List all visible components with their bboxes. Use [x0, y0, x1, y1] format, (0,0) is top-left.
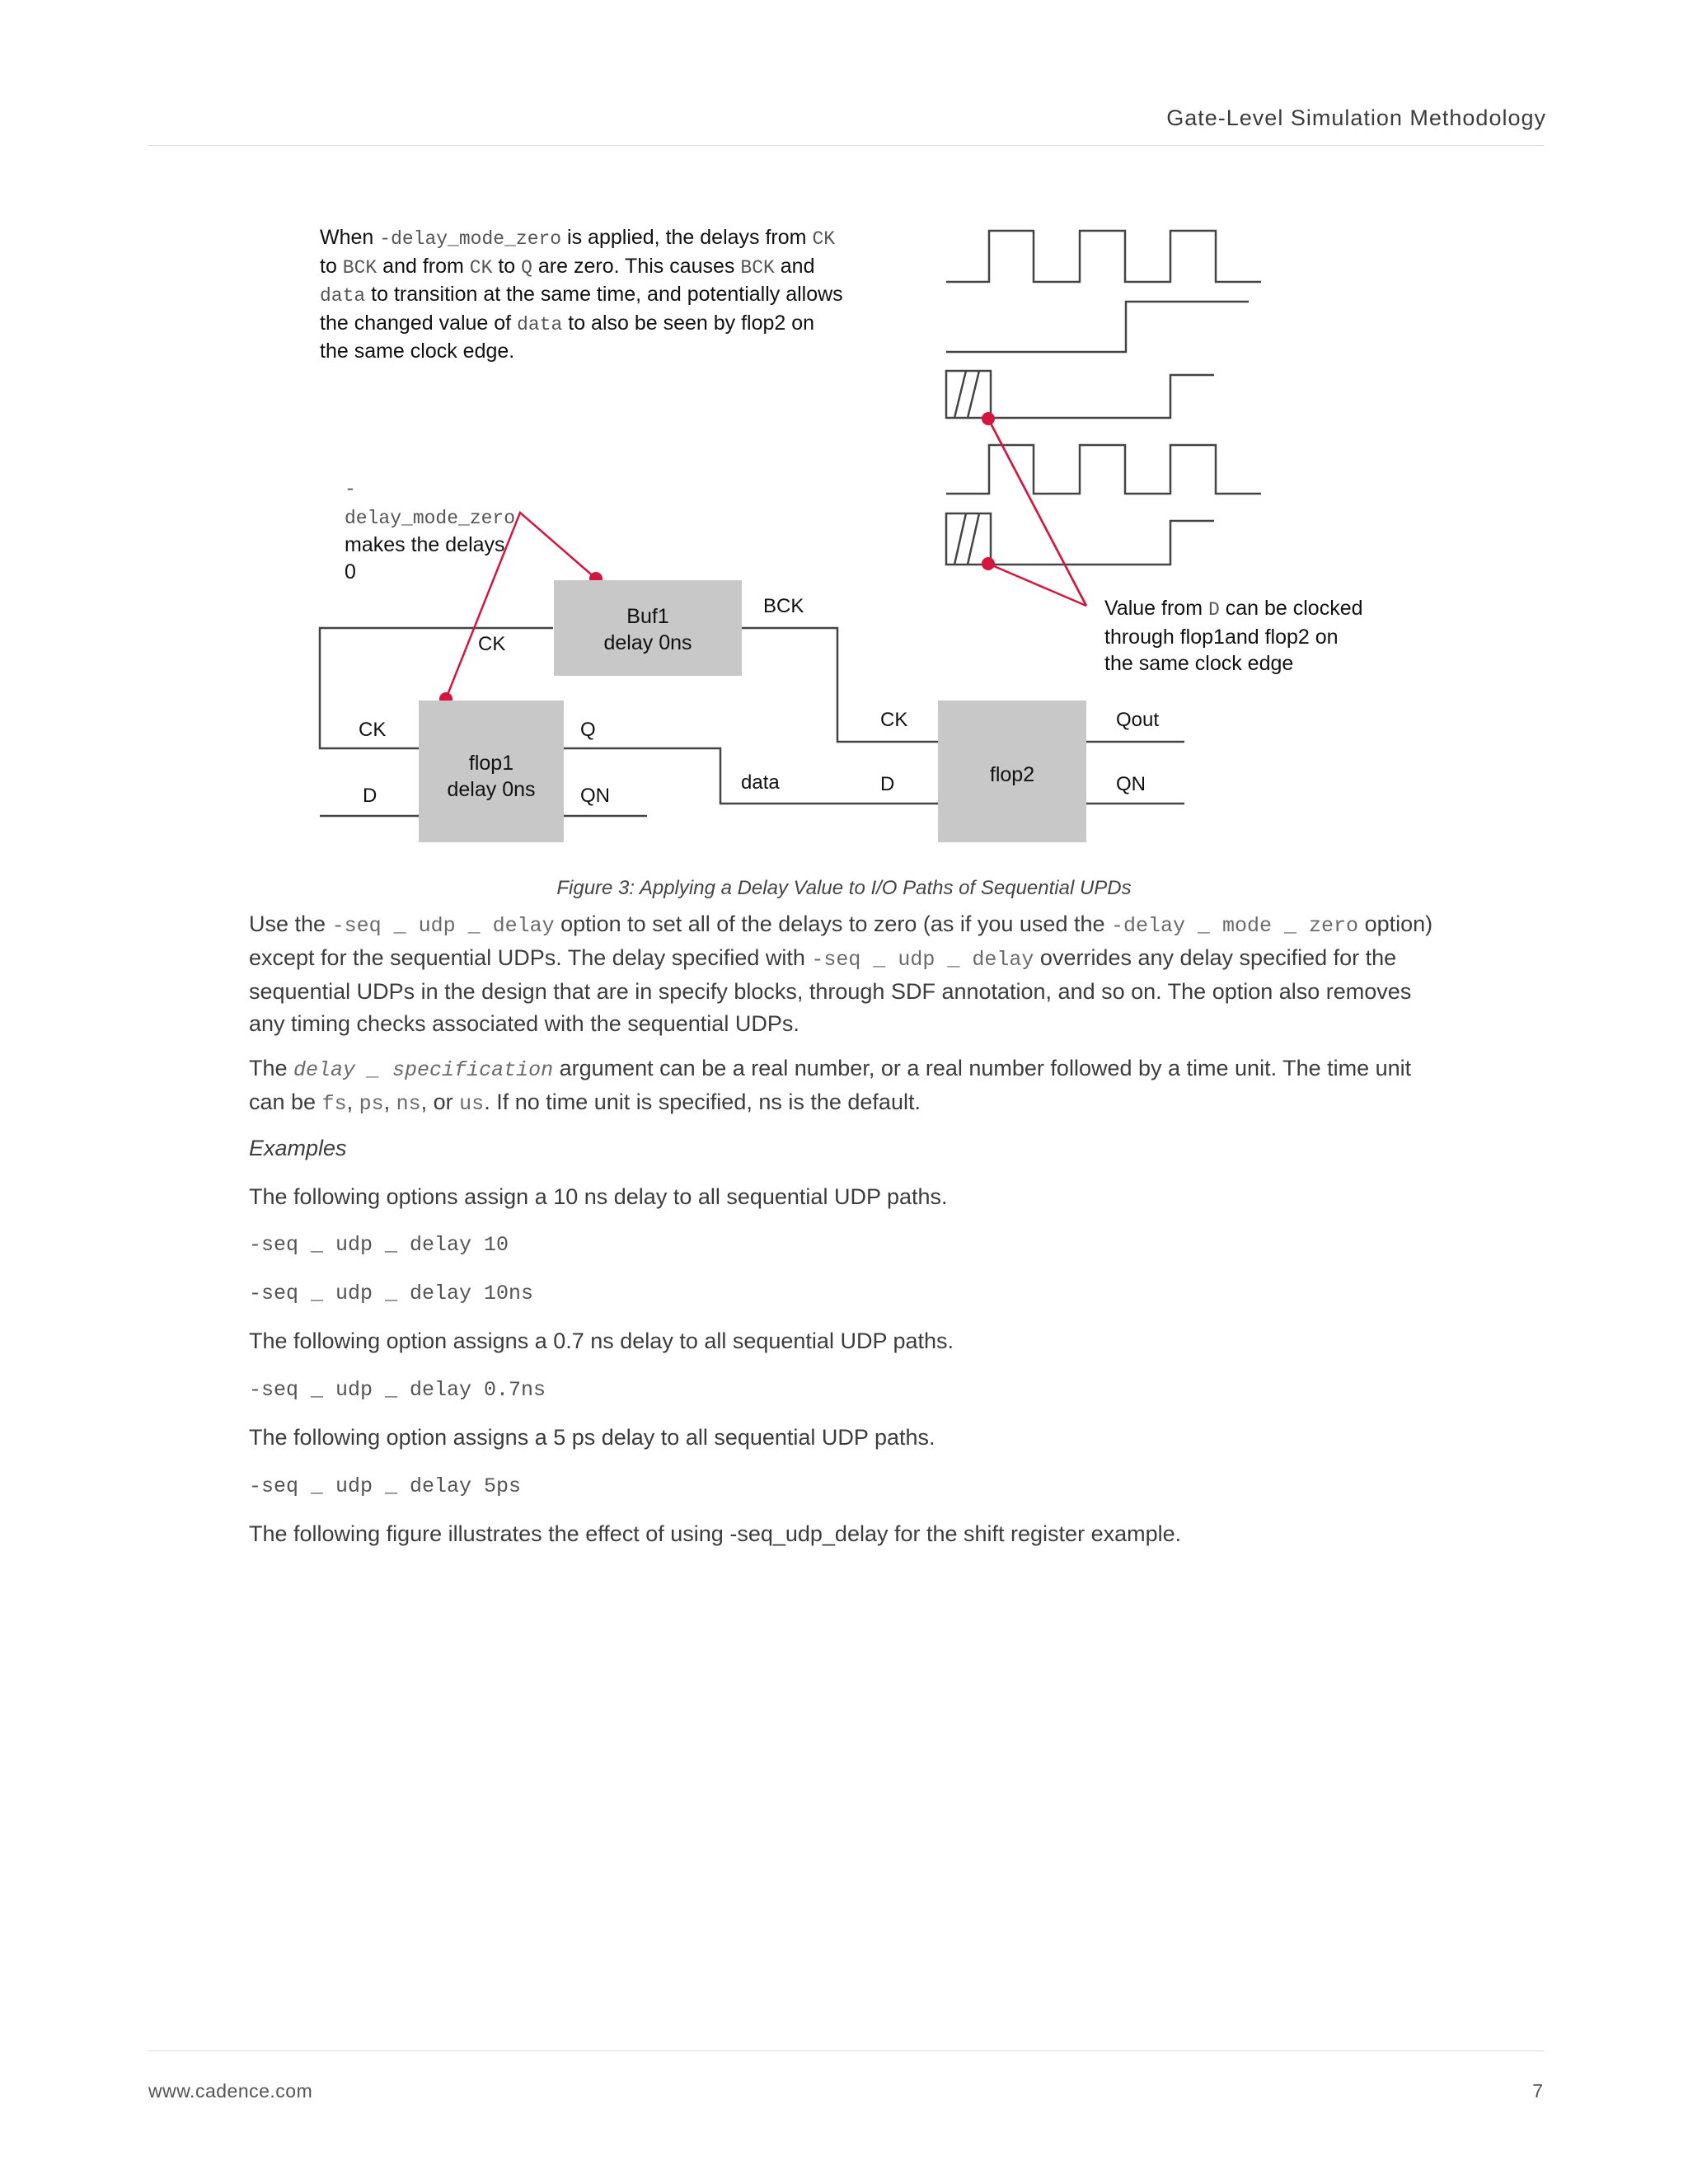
example-1-code-2: -seq _ udp _ delay 10ns	[249, 1282, 534, 1305]
footer-divider	[148, 2050, 1544, 2051]
example-2-code: -seq _ udp _ delay 0.7ns	[249, 1378, 546, 1402]
examples-heading: Examples	[249, 1136, 347, 1160]
page-number: 7	[1532, 2080, 1543, 2102]
buf1-label: Buf1 delay 0ns	[603, 605, 692, 654]
step-waveform	[946, 302, 1249, 352]
figure-diagram	[0, 0, 1688, 874]
data-waveform-1	[991, 375, 1214, 418]
callout-mid-text: -delay_mode_zero makes the delays 0	[345, 479, 516, 583]
label-ck-buf: CK	[478, 633, 506, 655]
example-3-text: The following option assigns a 5 ps delay to all sequential UDP paths.	[249, 1425, 935, 1450]
footer-url: www.cadence.com	[148, 2080, 313, 2102]
timing-waveforms	[946, 231, 1261, 565]
paragraph-delay-specification: The delay _ specification argument can be a real number, or a real number followed by a time unit. The time unit can be fs, ps, ns, or us. If no time unit is specified, ns is the default.	[249, 1056, 1412, 1116]
label-d-flop1: D	[363, 785, 377, 807]
dot-wave-2	[982, 557, 995, 570]
flop1-label: flop1 delay 0ns	[447, 752, 536, 801]
clock-waveform-1	[946, 231, 1261, 282]
label-q-flop1: Q	[580, 719, 596, 741]
flop1-block	[419, 701, 564, 842]
label-qn-flop1: QN	[580, 785, 610, 807]
label-d-flop2: D	[880, 773, 895, 795]
figure-caption: Figure 3: Applying a Delay Value to I/O Paths of Sequential UPDs	[556, 877, 1132, 899]
flop2-block	[938, 701, 1086, 842]
paragraph-seq-udp-delay: Use the -seq _ udp _ delay option to set all of the delays to zero (as if you used the -delay _ mode _ zero option) except for the sequential UDPs. The delay specified with -seq _ udp _ delay overrides any delay specified for the sequential UDPs in the design that are in specify blocks, through SDF annotation, and so on. The option also removes any timing checks associated with the sequential UDPs.	[249, 912, 1433, 1036]
data-waveform-2	[991, 521, 1214, 565]
example-3-code: -seq _ udp _ delay 5ps	[249, 1474, 522, 1498]
clock-waveform-2	[946, 445, 1261, 494]
flop2-label: flop2	[989, 763, 1035, 786]
label-ck-flop1: CK	[359, 719, 387, 741]
buf1-block	[554, 580, 742, 676]
label-qn-flop2: QN	[1116, 773, 1146, 795]
closing-text: The following figure illustrates the effect of using -seq_udp_delay for the shift register example.	[249, 1521, 1182, 1546]
callout-right-text: Value from D can be clocked through flop1and flop2 on the same clock edge	[1104, 597, 1363, 675]
example-2-text: The following option assigns a 0.7 ns delay to all sequential UDP paths.	[249, 1329, 954, 1353]
label-ck-flop2: CK	[880, 709, 908, 731]
label-data: data	[741, 771, 780, 794]
header-title: Gate-Level Simulation Methodology	[1166, 105, 1546, 130]
example-1-text: The following options assign a 10 ns delay to all sequential UDP paths.	[249, 1184, 948, 1209]
example-1-code-1: -seq _ udp _ delay 10	[249, 1233, 509, 1257]
dot-wave-1	[982, 412, 995, 425]
wire-bck	[742, 628, 938, 742]
label-qout: Qout	[1116, 709, 1160, 731]
label-bck: BCK	[763, 595, 804, 617]
callout-top-text: When -delay_mode_zero is applied, the delays from CK to BCK and from CK to Q are zero. This causes BCK and data to transition at the same time, and potentially allows the changed value of data to also be seen by flop2 on the same clock edge.	[320, 226, 843, 363]
